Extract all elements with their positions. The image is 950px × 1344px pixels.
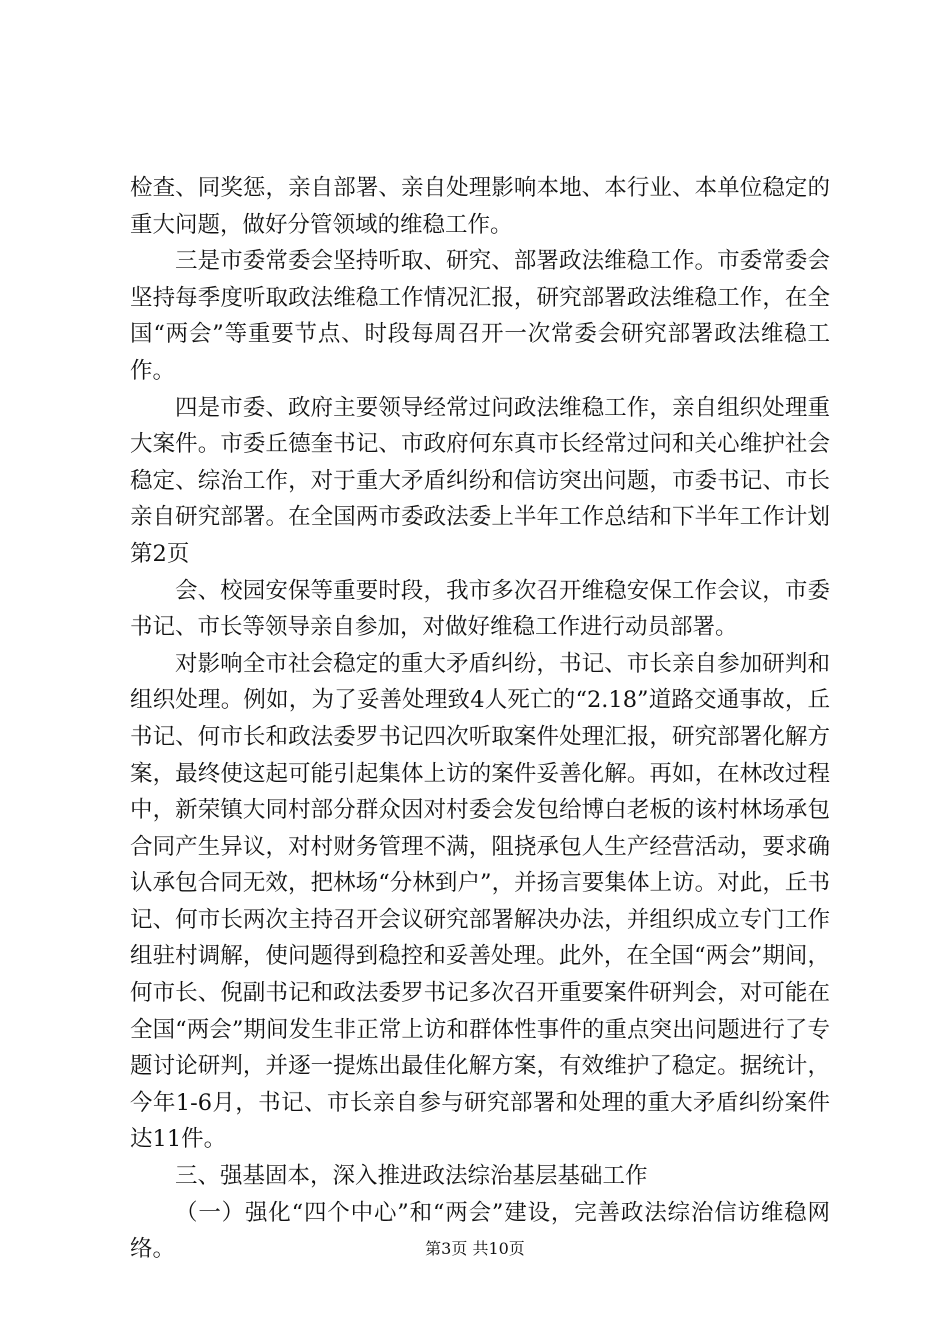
paragraph-security-meetings: 会、校园安保等重要时段，我市多次召开维稳安保工作会议，市委书记、市长等领导亲自参加，对做好维稳工作进行动员部署。 <box>130 577 830 641</box>
paragraph-major-disputes: 对影响全市社会稳定的重大矛盾纠纷，书记、市长亲自参加研判和组织处理。例如，为了妥善处理致4人死亡的“2.18”道路交通事故，丘书记、何市长和政法委罗书记四次听取案件处理汇报，研究部署化解方案，最终使这起可能引起集体上访的案件妥善化解。再如，在林改过程中，新荣镇大同村部分群众因对村委会发包给博白老板的该村林场承包合同产生异议，对村财务管理不满，阻挠承包人生产经营活动，要求确认承包合同无效，把林场“分林到户”，并扬言要集体上访。对此，丘书记、何市长两次主持召开会议研究部署解决办法，并组织成立专门工作组驻村调解，使问题得到稳控和妥善处理。此外，在全国“两会”期间，何市长、倪副书记和政法委罗书记多次召开重要案件研判会，对可能在全国“两会”期间发生非正常上访和群体性事件的重点突出问题进行了专题讨论研判，并逐一提炼出最佳化解方案，有效维护了稳定。据统计，今年1-6月，书记、市长亲自参与研究部署和处理的重大矛盾纠纷案件达11件。 <box>130 650 830 1153</box>
document-body <box>130 170 830 1268</box>
paragraph-standing-committee: 三是市委常委会坚持听取、研究、部署政法维稳工作。市委常委会坚持每季度听取政法维稳工作情况汇报，研究部署政法维稳工作，在全国“两会”等重要节点、时段每周召开一次常委会研究部署政法维稳工作。 <box>130 248 830 384</box>
page-footer: 第3页 共10页 <box>425 1239 525 1258</box>
paragraph-leaders-oversight: 四是市委、政府主要领导经常过问政法维稳工作，亲自组织处理重大案件。市委丘德奎书记、市政府何东真市长经常过问和关心维护社会稳定、综治工作，对于重大矛盾纠纷和信访突出问题，市委书记、市长亲自研究部署。在全国两市委政法委上半年工作总结和下半年工作计划第2页 <box>130 394 830 567</box>
paragraph-continuation: 检查、同奖惩，亲自部署、亲自处理影响本地、本行业、本单位稳定的重大问题，做好分管领域的维稳工作。 <box>130 175 830 238</box>
subsection-heading-four-centers: （一）强化“四个中心”和“两会”建设，完善政法综治信访维稳网络。 <box>130 1199 830 1263</box>
section-heading-grassroots: 三、强基固本，深入推进政法综治基层基础工作 <box>175 1163 648 1190</box>
